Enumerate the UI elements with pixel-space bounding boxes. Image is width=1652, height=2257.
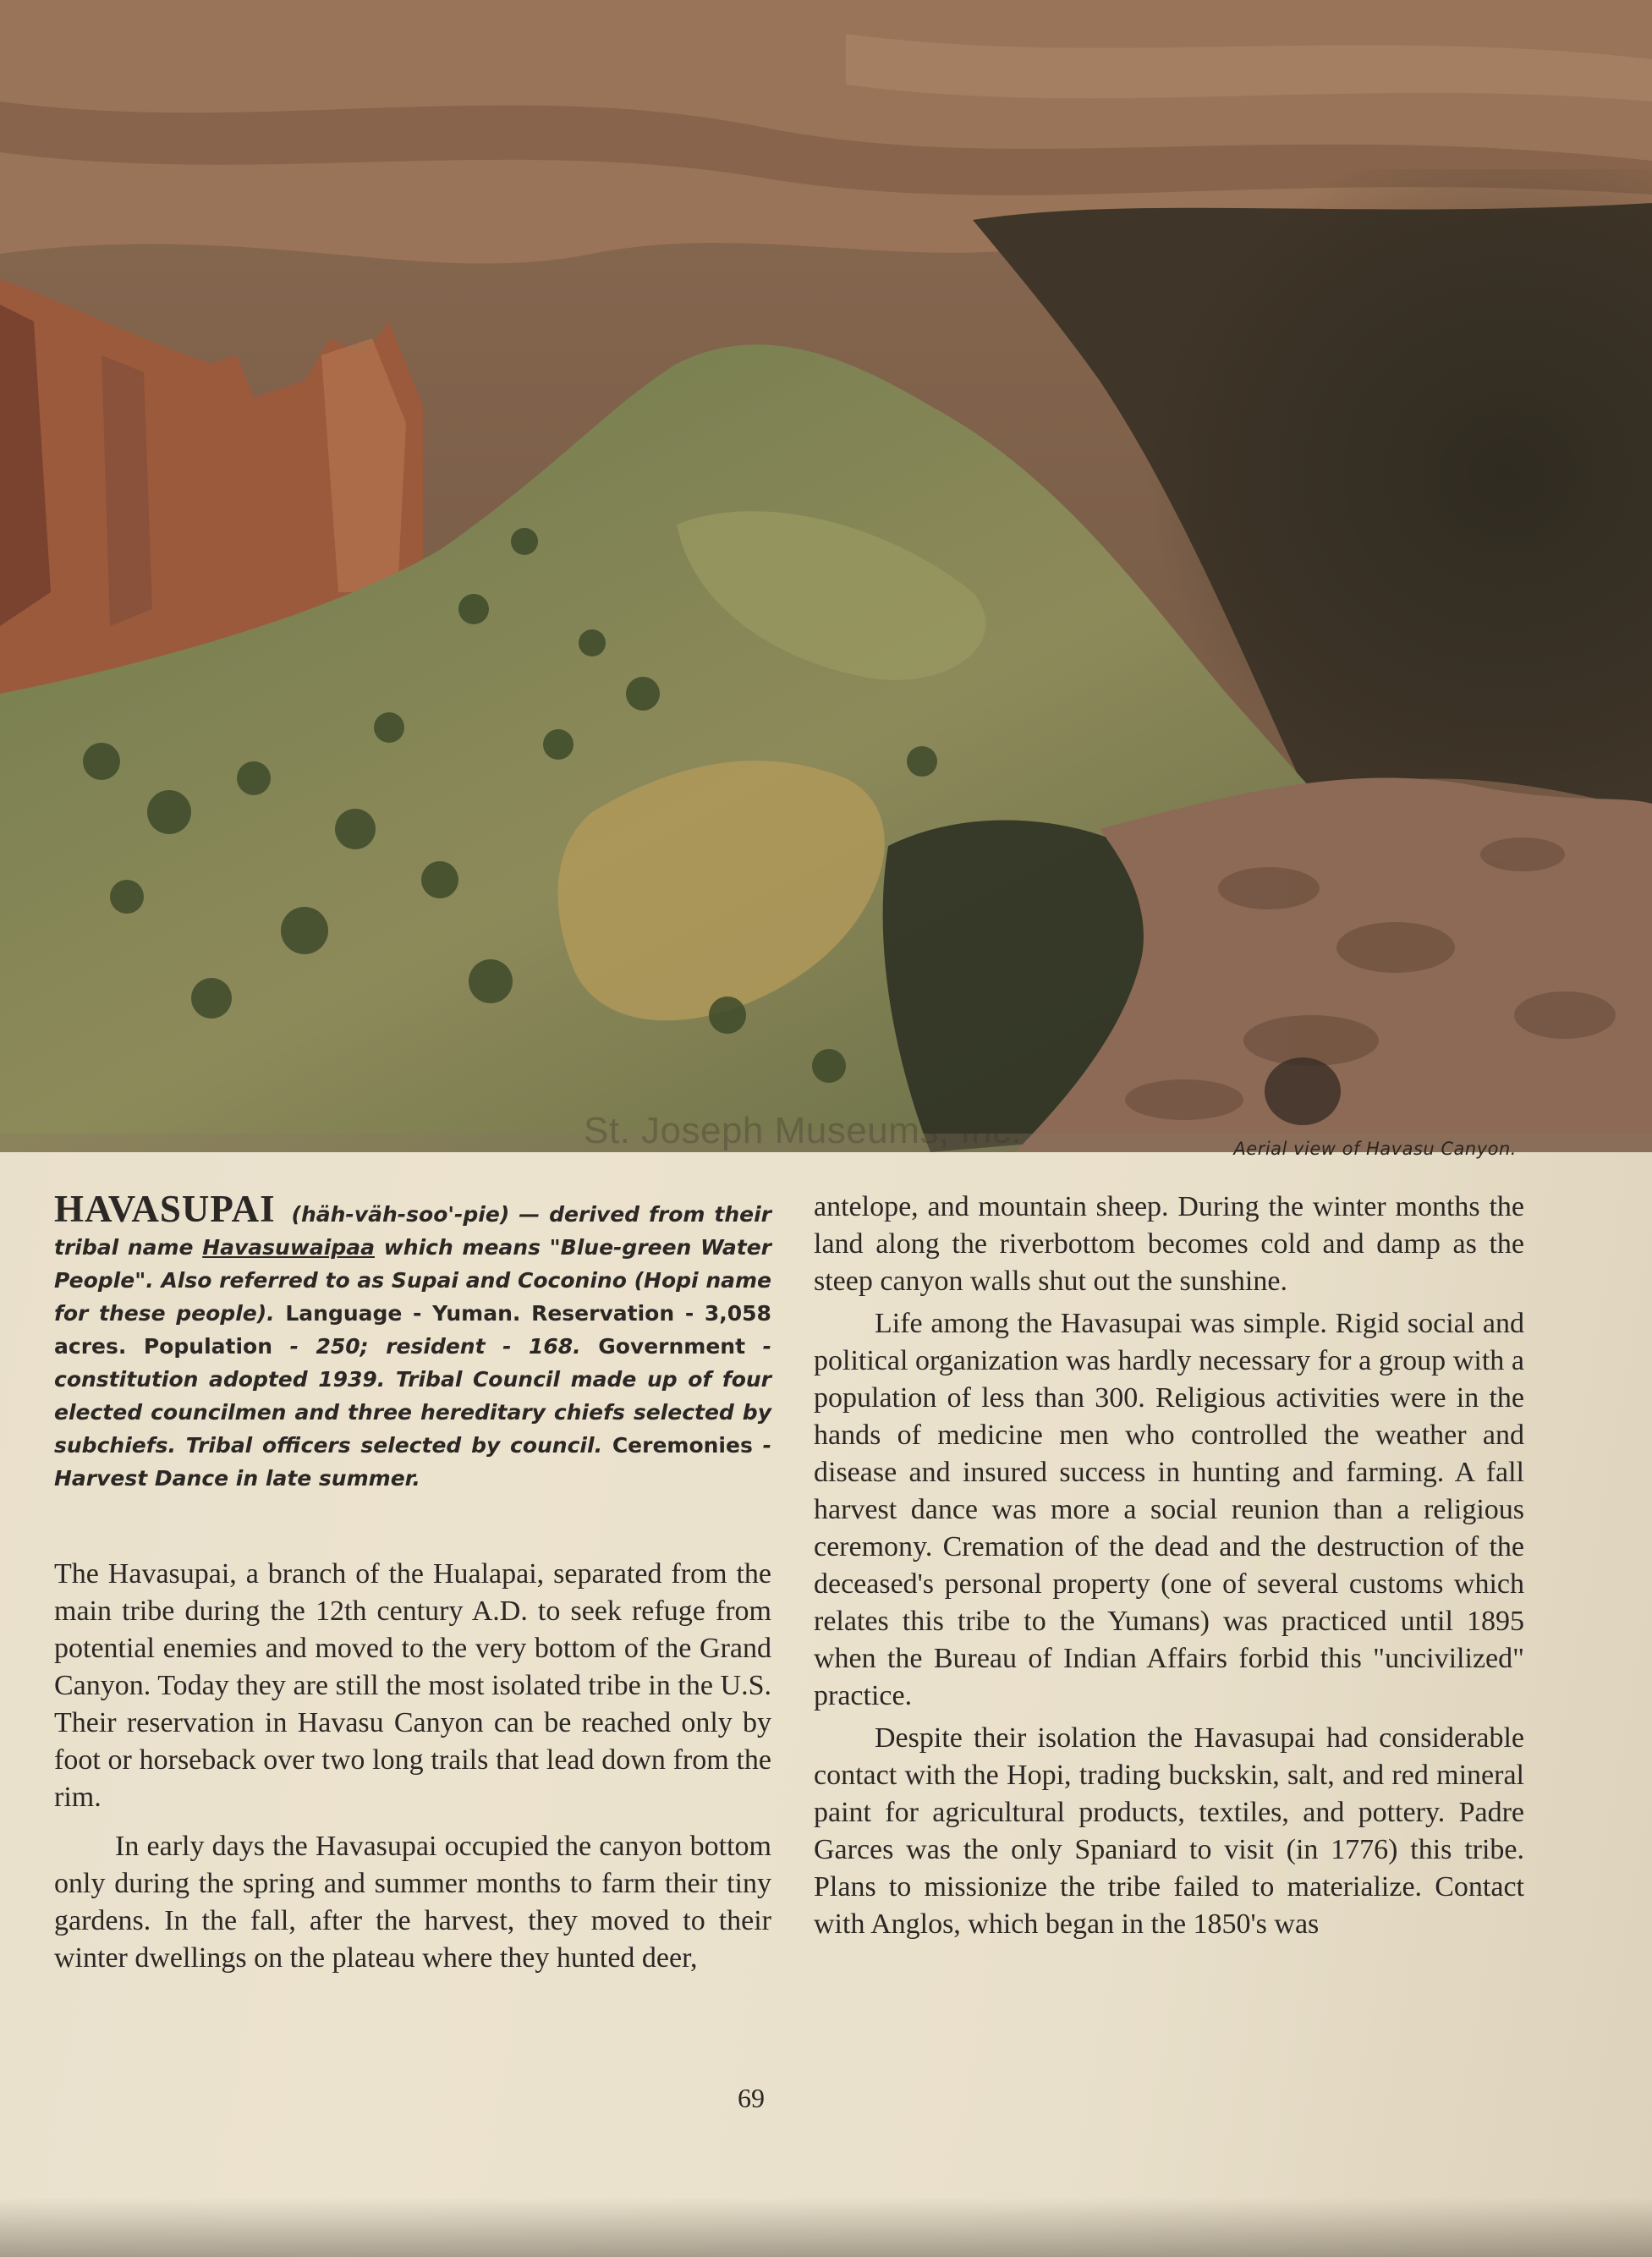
photo-caption: Aerial view of Havasu Canyon. [1233,1139,1517,1159]
tribal-name: Havasuwaipaa [202,1235,376,1260]
tribe-summary [54,1188,771,1495]
paragraph-winter: antelope, and mountain sheep. During the winter months the land along the riverbottom becomes cold and damp as the steep canyon walls shut out the sunshine. [814,1191,1524,1297]
reservation-value: - 3,058 acres. [54,1301,771,1359]
population-value: - 250; resident - 168. [289,1334,581,1359]
watermark: St. Joseph Museums, Inc. [584,1110,1023,1151]
page-edge-shadow [0,2198,1652,2257]
ceremonies-value: - Harvest Dance in late summer. [54,1433,771,1491]
government-value: - constitution adopted 1939. Tribal Council made up of four elected councilmen and three hereditary chiefs selected by subchiefs. Tribal officers selected by council. [54,1334,771,1458]
reservation-label: Reservation [531,1301,675,1326]
ceremonies-label: Ceremonies [612,1433,753,1458]
population-label: Population [143,1334,273,1359]
derived-from-text: — derived from their tribal name [54,1202,771,1260]
paragraph-contact: Despite their isolation the Havasupai had considerable contact with the Hopi, trading buckskin, salt, and red mineral paint for agricultural products, textiles, and pottery. Padre Garces was the only Spaniard to visit (in 1776) this tribe. Plans to missionize the tribe failed to materialize. Contact with Anglos, which began in the 1850's was [814,1722,1524,1940]
meaning-text: which means "Blue-green Water People". Also referred to as Supai and Coconino (Hopi name for these people). [54,1235,771,1326]
government-label: Government [598,1334,746,1359]
paragraph-early-days: In early days the Havasupai occupied the canyon bottom only during the spring and summer months to farm their tiny gardens. In the fall, after the harvest, they moved to their winter dwellings on the plateau where they hunted deer, [54,1831,771,1974]
language-value: - Yuman. [413,1301,521,1326]
right-column [814,1189,1524,1943]
page-number: 69 [738,2083,765,2113]
paragraph-life: Life among the Havasupai was simple. Rigid social and political organization was hardly necessary for a group with a population of less than 300. Religious activities were in the hands of medicine men who controlled the weather and disease and insured success in hunting and farming. A fall harvest dance was more a social reunion than a religious ceremony. Cremation of the dead and the destruction of the deceased's personal property (one of several customs which relates this tribe to the Yumans) was practiced until 1895 when the Bureau of Indian Affairs forbid this "uncivilized" practice. [814,1308,1524,1711]
left-column [54,1188,771,1977]
tribe-heading: HAVASUPAI [54,1188,276,1230]
pronunciation: (häh-väh-soo'-pie) [291,1202,510,1227]
paragraph-origin: The Havasupai, a branch of the Hualapai, separated from the main tribe during the 12th century A.D. to seek refuge from potential enemies and moved to the very bottom of the Grand Canyon. Today they are still the most isolated tribe in the U.S. Their reservation in Havasu Canyon can be reached only by foot or horseback over two long trails that lead down from the rim. [54,1558,771,1813]
language-label: Language [285,1301,403,1326]
